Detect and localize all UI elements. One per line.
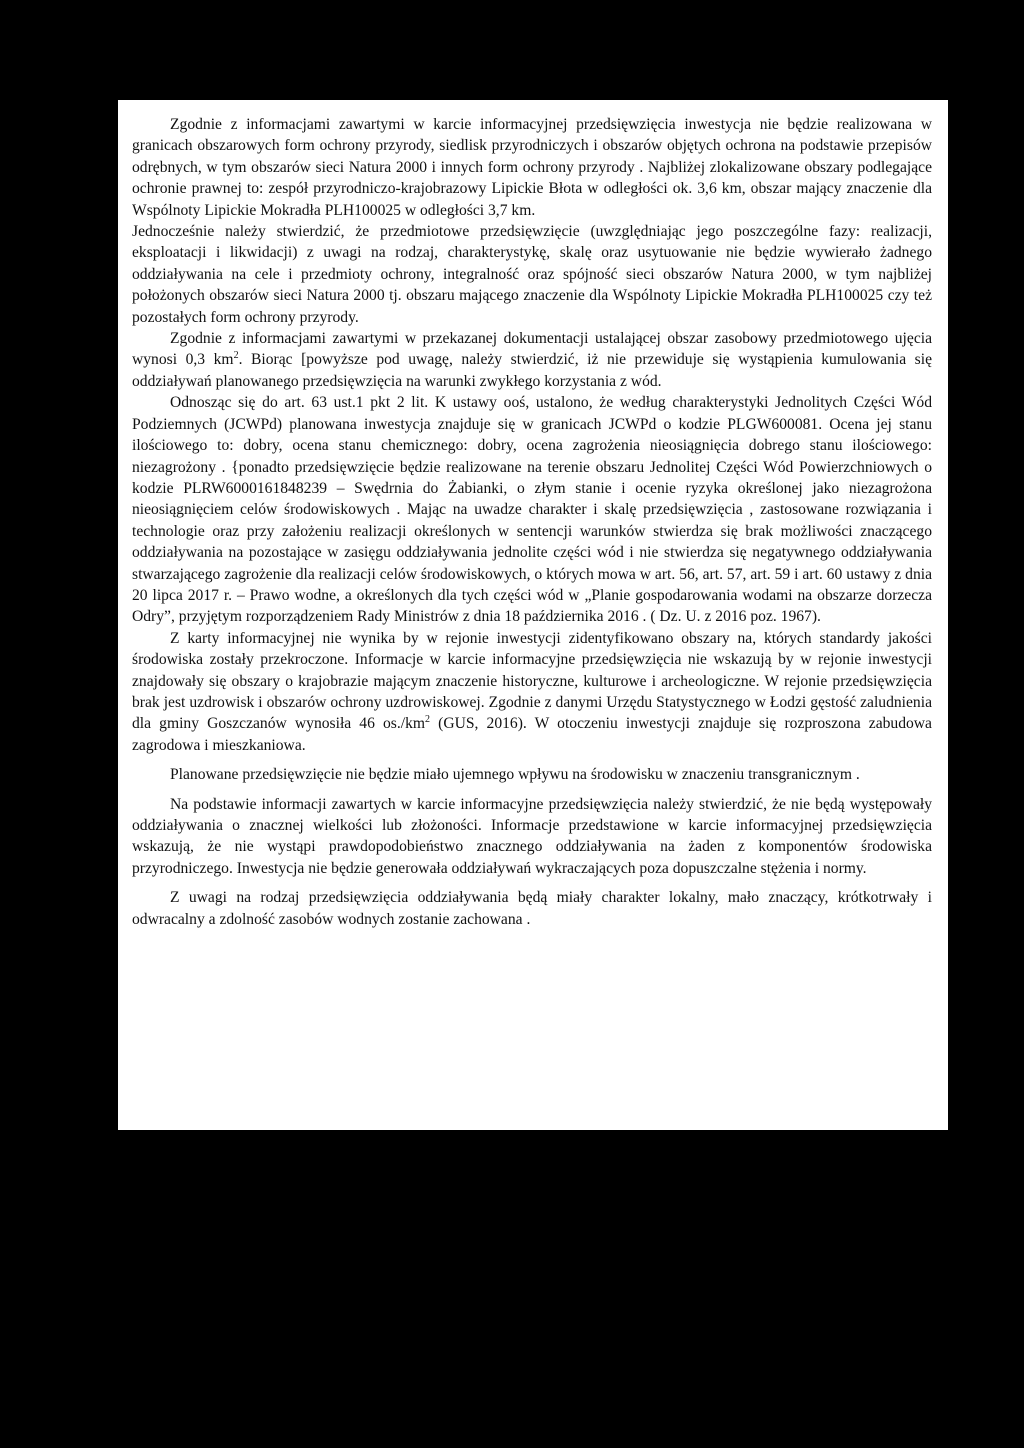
paragraph-resource-area-text-2: . Biorąc [powyższe pod uwagę, należy stwierdzić, iż nie przewiduje się wystąpienia kumulowania się oddziaływań planowanego przedsięwzięcia na warunki zwykłego korzystania z wód. [132, 351, 932, 390]
paragraph-water-bodies: Odnosząc się do art. 63 ust.1 pkt 2 lit. K ustawy ooś, ustalono, że według charakterystyki Jednolitych Części Wód Podziemnych (JCWPd) planowana inwestycja znajduje się w granicach JCWPd o kodzie PLGW600081. Ocena jej stanu ilościowego to: dobry, ocena stanu chemicznego: dobry, ocena zagrożenia nieosiągnięcia dobrego stanu ilościowego: niezagrożony . {ponadto przedsięwzięcie będzie realizowane na terenie obszaru Jednolitej Części Wód Powierzchniowych o kodzie PLRW6000161848239 – Swędrnia do Żabianki, o złym stanie i ocenie ryzyka określonej jako niezagrożona nieosiągnięciem celów środowiskowych . Mając na uwadze charakter i skalę przedsięwzięcia , zastosowane rozwiązania i technologie oraz przy założeniu realizacji określonych w sentencji warunków stwierdza się brak możliwości znaczącego oddziaływania na pozostające w zasięgu oddziaływania jednolite części wód i nie stwierdza się negatywnego oddziaływania stwarzającego zagrożenie dla realizacji celów środowiskowych, o których mowa w art. 56, art. 57, art. 59 i art. 60 ustawy z dnia 20 lipca 2017 r. – Prawo wodne, a określonych dla tych części wód w „Planie gospodarowania wodami na obszarze dorzecza Odry”, przyjętym rozporządzeniem Rady Ministrów z dnia 18 października 2016 . ( Dz. U. z 2016 poz. 1967). [132, 394, 932, 626]
superscript-2: 2 [233, 350, 239, 362]
paragraph-environment-quality-text-2: (GUS, 2016). W otoczeniu inwestycji znajduje się rozproszona zabudowa zagrodowa i mieszkaniowa. [132, 715, 932, 754]
paragraph-environment-quality-text-1: Z karty informacyjnej nie wynika by w rejonie inwestycji zidentyfikowano obszary na, których standardy jakości środowiska zostały przekroczone. Informacje w karcie informacyjne przedsięwzięcia nie wskazują by w rejonie inwestycji znajdowały się obszary o krajobrazie mającym znaczenie historyczne, kulturowe i archeologiczne. W rejonie przedsięwzięcia brak jest uzdrowisk i obszarów ochrony uzdrowiskowej. Zgodnie z danymi Urzędu Statystycznego w Łodzi gęstość zaludnienia dla gminy Goszczanów wynosiła 46 os./km [132, 629, 932, 733]
paragraph-environment-quality [132, 628, 932, 756]
document-body [132, 114, 932, 930]
paragraph-natura-2000: Zgodnie z informacjami zawartymi w karcie informacyjnej przedsięwzięcia inwestycja nie będzie realizowana w granicach obszarowych form ochrony przyrody, siedlisk przyrodniczych i obszarów objętych ochrona na podstawie przepisów odrębnych, w tym obszarów sieci Natura 2000 i innych form ochrony przyrody . Najbliżej zlokalizowane obszary podlegające ochronie prawnej to: zespół przyrodniczo-krajobrazowy Lipickie Błota w odległości ok. 3,6 km, obszar mający znaczenie dla Wspólnoty Lipickie Mokradła PLH100025 w odległości 3,7 km. [132, 116, 932, 219]
paragraph-significance: Na podstawie informacji zawartych w karcie informacyjne przedsięwzięcia należy stwierdzić, że nie będą występowały oddziaływania o znacznej wielkości lub złożoności. Informacje przedstawione w karcie informacyjnej przedsięwzięcia wskazują, że nie wystąpi prawdopodobieństwo znacznego oddziaływania na żaden z komponentów środowiska przyrodniczego. Inwestycja nie będzie generowała oddziaływań wykraczających poza dopuszczalne stężenia i normy. [132, 795, 932, 877]
paragraph-conclusion: Z uwagi na rodzaj przedsięwzięcia oddziaływania będą miały charakter lokalny, mało znaczący, krótkotrwały i odwracalny a zdolność zasobów wodnych zostanie zachowana . [132, 889, 932, 928]
superscript-2: 2 [425, 714, 431, 726]
paragraph-resource-area-text-1: Zgodnie z informacjami zawartymi w przekazanej dokumentacji ustalającej obszar zasobowy przedmiotowego ujęcia wynosi 0,3 km [132, 330, 932, 369]
paragraph-resource-area [132, 328, 932, 392]
paragraph-impact-assessment: Jednocześnie należy stwierdzić, że przedmiotowe przedsięwzięcie (uwzględniając jego poszczególne fazy: realizacji, eksploatacji i likwidacji) z uwagi na rodzaj, charakterystykę, skalę oraz usytuowanie nie będzie wywierało żadnego oddziaływania na cele i przedmioty ochrony, integralność oraz spójność sieci obszarów Natura 2000, w tym najbliżej położonych obszarów sieci Natura 2000 tj. obszaru mającego znaczenie dla Wspólnoty Lipickie Mokradła PLH100025 czy też pozostałych form ochrony przyrody. [132, 223, 932, 326]
paragraph-transboundary: Planowane przedsięwzięcie nie będzie miało ujemnego wpływu na środowisku w znaczeniu transgranicznym . [170, 766, 860, 784]
